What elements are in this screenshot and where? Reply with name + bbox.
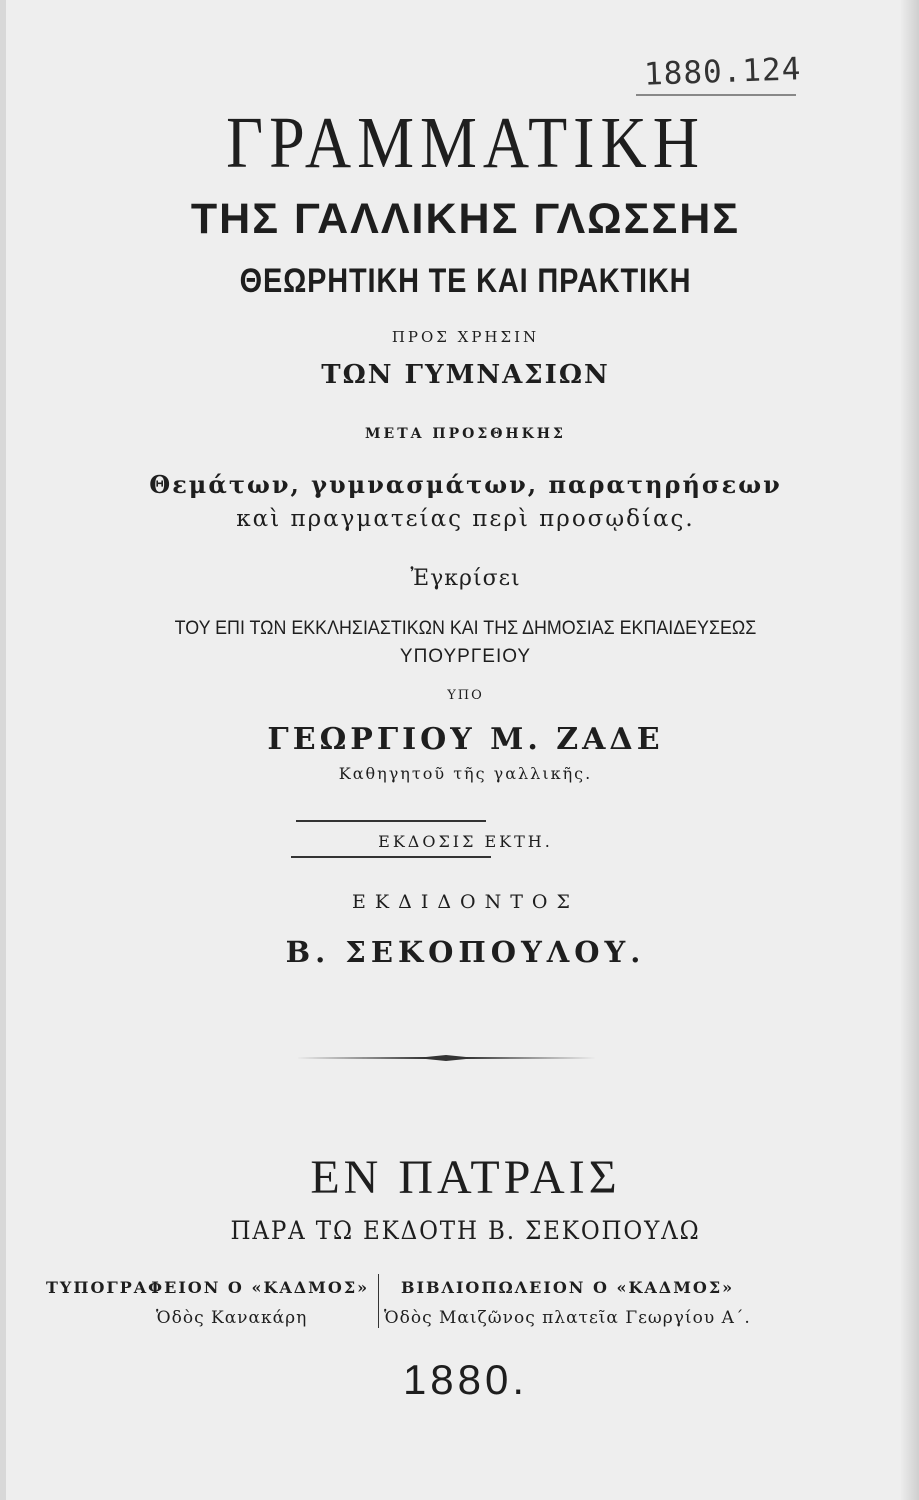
shelfmark: 1880.124 <box>643 51 802 93</box>
imprint-year: 1880. <box>402 1356 529 1403</box>
schools-line: ΤΩΝ ΓΥΜΝΑΣΙΩΝ <box>321 360 610 390</box>
printer-address: Ὁδὸς Κανακάρη <box>156 1308 308 1328</box>
themes-line-2: καὶ πραγματείας περὶ προσῳδίας. <box>236 506 695 532</box>
for-use-line: ΠΡΟΣ ΧΡΗΣΙΝ <box>391 328 540 346</box>
imprint-city: ΕΝ ΠΑΤΡΑΙΣ <box>310 1151 621 1204</box>
approval-line: Ἐγκρίσει <box>410 566 521 591</box>
edition-rule-top <box>296 820 486 822</box>
printer-name: ΤΥΠΟΓΡΑΦΕΙΟΝ Ο «ΚΑΔΜΟΣ» <box>46 1278 370 1297</box>
bookshop-address: Ὁδὸς Μαιζῶνος πλατεῖα Γεωργίου Α΄. <box>384 1308 751 1328</box>
ornament-divider <box>296 1053 596 1063</box>
book-subtitle-theory: ΘΕΩΡΗΤΙΚΗ ΤΕ ΚΑΙ ΠΡΑΚΤΙΚΗ <box>239 262 692 300</box>
publisher-label: ΕΚΔΙΔΟΝΤΟΣ <box>352 891 579 913</box>
bookshop-name: ΒΙΒΛΙΟΠΩΛΕΙΟΝ Ο «ΚΑΔΜΟΣ» <box>401 1278 735 1297</box>
publisher-name: Β. ΣΕΚΟΠΟΥΛΟΥ. <box>285 935 646 969</box>
ministry-line-2: ΥΠΟΥΡΓΕΙΟΥ <box>399 646 532 667</box>
author-name: ΓΕΩΡΓΙΟΥ Μ. ΖΑΔΕ <box>267 722 664 757</box>
by-line: ΥΠΟ <box>447 688 484 703</box>
author-role: Καθηγητοῦ τῆς γαλλικῆς. <box>338 764 593 783</box>
book-subtitle-language: ΤΗΣ ΓΑΛΛΙΚΗΣ ΓΛΩΣΣΗΣ <box>190 195 741 243</box>
imprint-column-separator <box>378 1274 379 1328</box>
book-title: ΓΡΑΜΜΑΤΙΚΗ <box>226 101 705 184</box>
shelfmark-underline <box>636 94 796 96</box>
imprint-publisher: ΠΑΡΑ ΤΩ ΕΚΔΟΤΗ Β. ΣΕΚΟΠΟΥΛΩ <box>230 1216 701 1245</box>
edition-rule-bottom <box>291 856 491 858</box>
edition-line: ΕΚΔΟΣΙΣ ΕΚΤΗ. <box>378 832 553 851</box>
addition-line: ΜΕΤΑ ΠΡΟΣΘΗΚΗΣ <box>365 426 566 442</box>
themes-line-1: Θεμάτων, γυμνασμάτων, παρατηρήσεων <box>149 470 782 499</box>
ministry-line-1: ΤΟΥ ΕΠΙ ΤΩΝ ΕΚΚΛΗΣΙΑΣΤΙΚΩΝ ΚΑΙ ΤΗΣ ΔΗΜΟΣΙΑΣ ΕΚΠΑΙΔΕΥΣΕΩΣ <box>174 618 757 639</box>
